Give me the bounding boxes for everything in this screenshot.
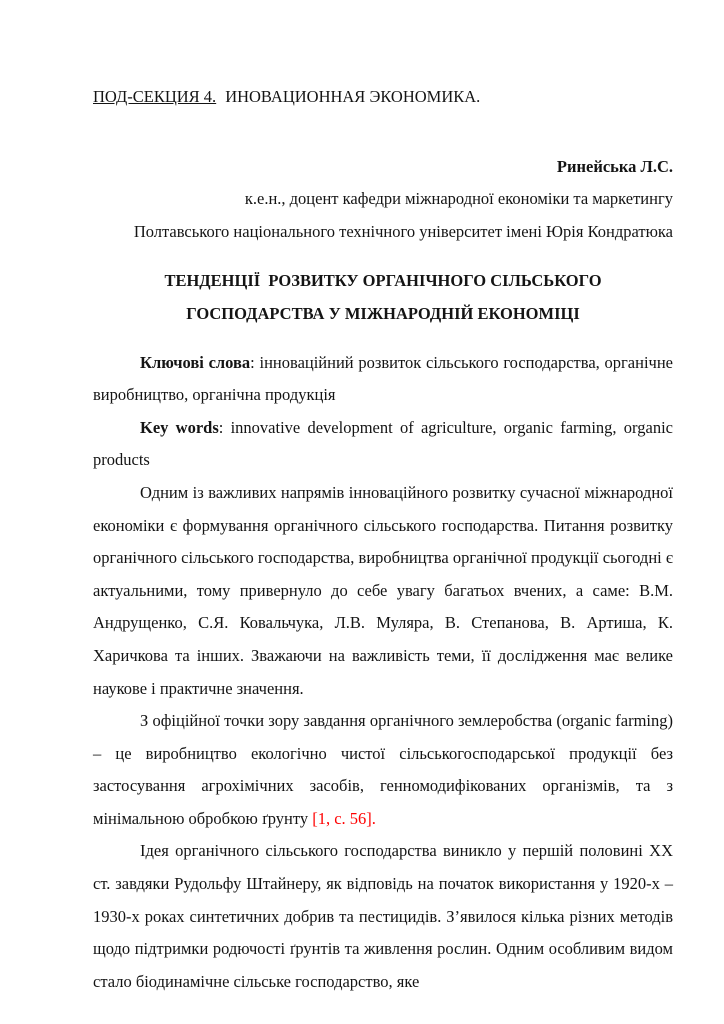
article-title <box>93 265 673 330</box>
body-paragraph-2 <box>93 705 673 835</box>
keywords-en-label: Key words <box>140 417 219 437</box>
author-position: к.е.н., доцент кафедри міжнародної економіки та маркетингу <box>244 189 673 209</box>
subsection-label: ПОД-СЕКЦИЯ 4. <box>93 87 217 106</box>
article-title-line2: ГОСПОДАРСТВА У МІЖНАРОДНІЙ ЕКОНОМІЦІ <box>186 303 580 323</box>
subsection-title: ИНОВАЦИОННАЯ ЭКОНОМИКА. <box>225 87 481 106</box>
keywords-block <box>93 347 673 477</box>
keywords-en <box>93 412 673 477</box>
author-name: Ринейська Л.С. <box>556 156 673 176</box>
body-paragraph-3: Ідея органічного сільського господарства виникло у першій половині ХХ ст. завдяки Рудольфу Штайнеру, як відповідь на початок використання у 1920-х – 1930-х роках синтетичних добрив та пестицидів. З’явилося кілька різних методів щодо підтримки родючості ґрунтів та живлення рослин. Одним особливим видом стало біодинамічне сільське господарство, яке <box>93 841 673 991</box>
author-block <box>93 151 673 249</box>
keywords-uk-label: Ключові слова <box>140 352 251 372</box>
citation-ref: [1, с. 56]. <box>312 808 376 828</box>
keywords-en-text: : innovative development of agriculture, organic farming, organic products <box>93 417 673 470</box>
author-affiliation: Полтавського національного технічного університет імені Юрія Кондратюка <box>133 221 673 241</box>
body-paragraph-1: Одним із важливих напрямів інноваційного розвитку сучасної міжнародної економіки є формування органічного сільського господарства. Питання розвитку органічного сільського господарства, виробництва органічної продукції сьогодні є актуальними, тому привернуло до себе увагу багатьох вчених, а саме: В.М. Андрущенко, С.Я. Ковальчука, Л.В. Муляра, В. Степанова, В. Артиша, К. Харичкова та інших. Зважаючи на важливість теми, її дослідження має велике наукове і практичне значення. <box>93 482 673 698</box>
keywords-uk-text: : інноваційний розвиток сільського господарства, органічне виробництво, органічна продукція <box>93 352 673 405</box>
article-title-line1: ТЕНДЕНЦІЇ РОЗВИТКУ ОРГАНІЧНОГО СІЛЬСЬКОГО <box>164 271 602 291</box>
keywords-uk <box>93 347 673 412</box>
subsection-header <box>93 81 673 114</box>
body-paragraph-2-text: З офіційної точки зору завдання органічного землеробства (organic farming) – це виробництво екологічно чистої сільськогосподарської продукції без застосування агрохімічних засобів, генномодифікованих організмів, та з мінімальною обробкою ґрунту <box>93 711 673 828</box>
